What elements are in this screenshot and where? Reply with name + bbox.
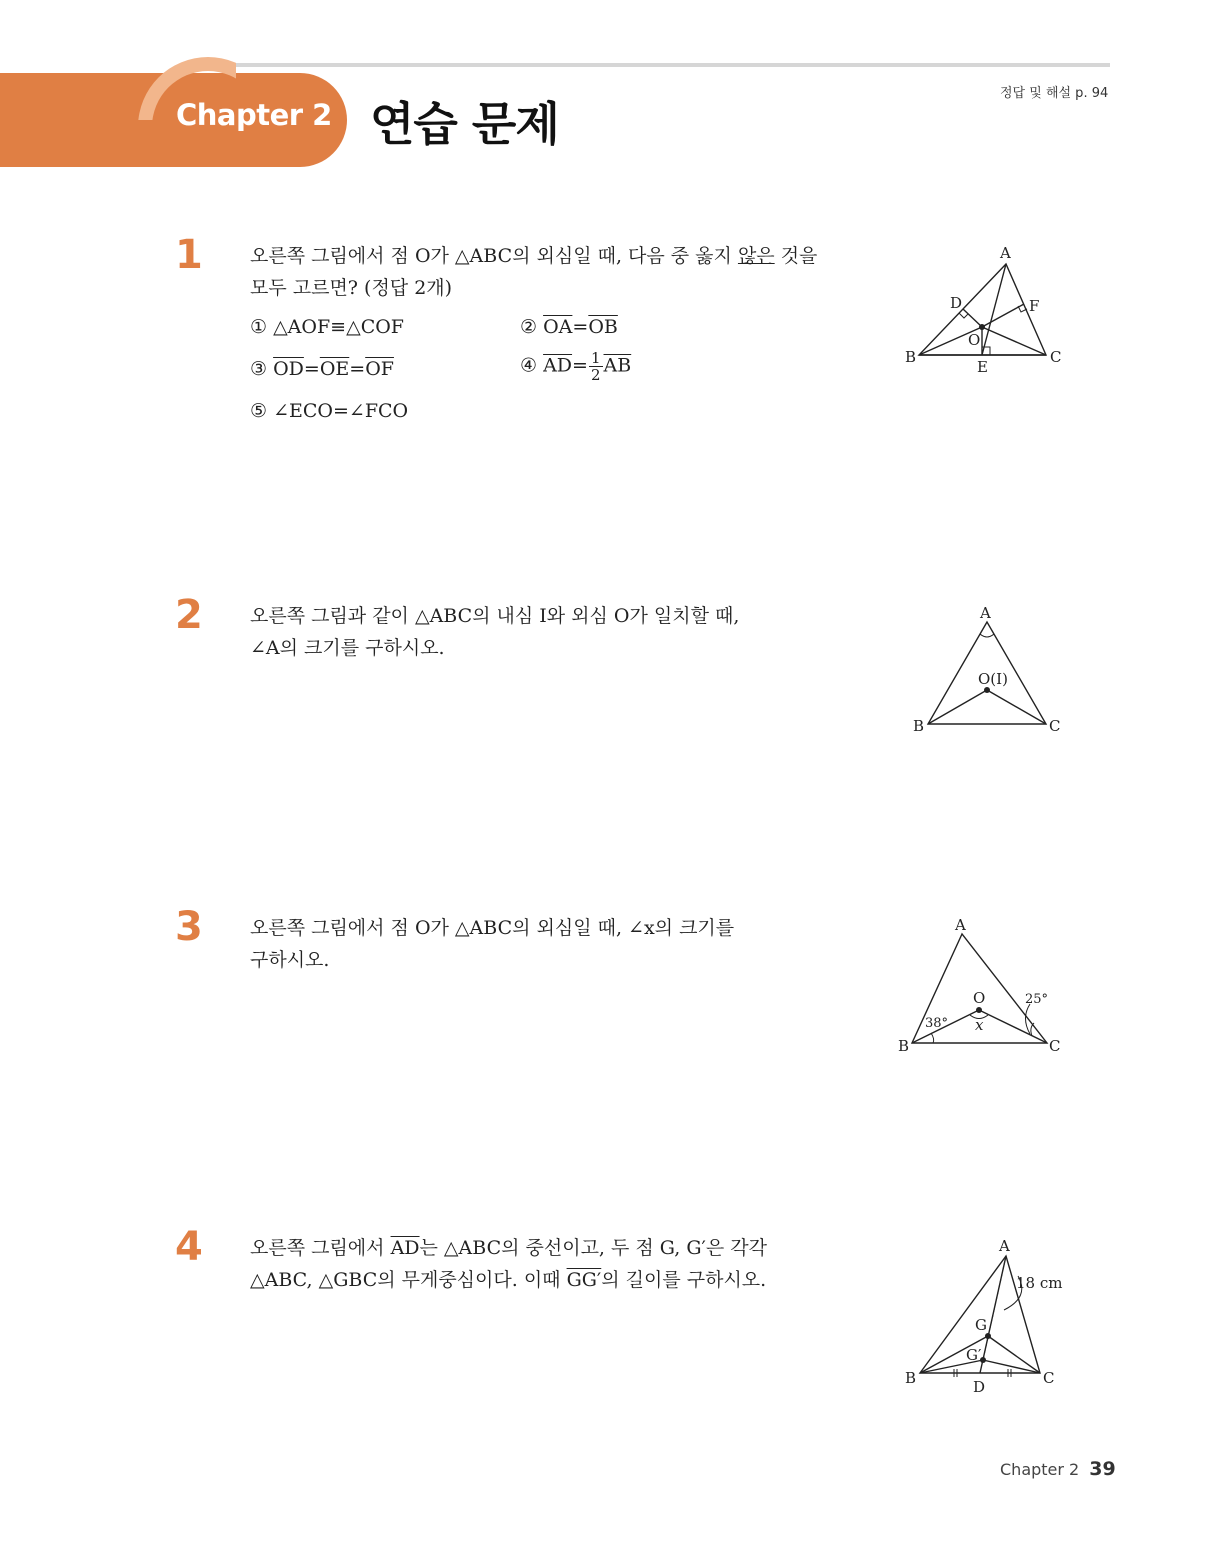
page-number: 39: [1089, 1458, 1116, 1480]
q1-o4-denominator: 2: [590, 366, 601, 384]
q1-o3-prefix: ③: [250, 358, 274, 380]
q1-o4-fraction: [589, 350, 603, 383]
q4-text-c: △ABC, △GBC의 무게중심이다. 이때: [250, 1269, 567, 1291]
q4-label-g-prime: G′: [966, 1346, 982, 1364]
q1-label-d: D: [950, 294, 963, 312]
q1-label-o: O: [968, 331, 981, 349]
q1-label-b: B: [905, 348, 917, 366]
q1-o3-eq1: =: [303, 358, 320, 380]
q1-o3-seg-a: $\overline{OD}$: [273, 358, 304, 380]
q1-line-of: [982, 304, 1024, 327]
q4-label-c: C: [1043, 1369, 1055, 1387]
q3-angle-x: x: [975, 1016, 984, 1034]
q1-o2-seg-a: $\overline{OA}$: [543, 316, 573, 338]
q1-o3-seg-c: $\overline{OF}$: [365, 358, 394, 380]
q2-label-b: B: [913, 717, 925, 735]
q1-o3-eq2: =: [349, 358, 366, 380]
q1-label-e: E: [977, 358, 988, 376]
q3-label-a: A: [955, 916, 966, 934]
question-number-3: 3: [175, 904, 203, 950]
q1-o2-prefix: ②: [520, 316, 544, 338]
q1-o3-seg-b: $\overline{OE}$: [319, 358, 350, 380]
question-3-line-2: 구하시오.: [250, 949, 330, 971]
q3-angle-25: 25°: [1025, 992, 1049, 1007]
question-4-text: [250, 1232, 850, 1296]
question-number-1: 1: [175, 232, 203, 278]
q1-option-4: [520, 350, 631, 383]
question-3-text: [250, 912, 850, 976]
question-2-line-2: ∠A의 크기를 구하시오.: [250, 637, 445, 659]
q1-option-3: [250, 358, 394, 380]
q1-label-c: C: [1050, 348, 1062, 366]
q1-o4-eq: =: [572, 354, 588, 377]
q4-seg-ad: $\overline{AD}$: [390, 1237, 420, 1259]
q4-text-d: 의 길이를 구하시오.: [601, 1269, 767, 1291]
chapter-label: Chapter 2: [176, 98, 332, 132]
q2-figure: [900, 600, 1070, 740]
q3-figure: [895, 912, 1070, 1057]
q3-label-o: O: [973, 989, 986, 1007]
q1-option-1: ① △AOF≡△COF: [250, 316, 404, 338]
q1-line-ae: [982, 264, 1006, 355]
question-number-2: 2: [175, 592, 203, 638]
q3-label-c: C: [1049, 1037, 1061, 1055]
q1-label-f: F: [1029, 297, 1040, 315]
footer-chapter: Chapter 2: [1000, 1460, 1080, 1479]
q1-line-od: [963, 309, 982, 327]
q4-label-a: A: [999, 1237, 1010, 1255]
q2-label-center: O(I): [978, 670, 1008, 688]
q2-label-a: A: [980, 604, 991, 622]
q1-underlined-word: 않은: [737, 245, 775, 267]
question-2-text: [250, 600, 850, 664]
question-1-line-2: 모두 고르면? (정답 2개): [250, 277, 453, 299]
question-1-text: [250, 240, 850, 304]
q1-option-2: [520, 316, 618, 338]
answer-reference: 정답 및 해설 p. 94: [1000, 86, 1109, 101]
q1-point-o: [979, 324, 985, 330]
q1-o4-seg-a: $\overline{AD}$: [543, 354, 573, 377]
q2-line-ic: [987, 690, 1046, 724]
question-2-line-1: 오른쪽 그림과 같이 △ABC의 내심 I와 외심 O가 일치할 때,: [250, 605, 740, 627]
q1-line-oc: [982, 327, 1046, 355]
question-3-line-1: 오른쪽 그림에서 점 O가 △ABC의 외심일 때, ∠x의 크기를: [250, 917, 735, 939]
q4-seg-gg: GG′: [566, 1269, 602, 1291]
q3-label-b: B: [898, 1037, 910, 1055]
q4-label-g: G: [975, 1316, 987, 1334]
q4-figure: [900, 1232, 1075, 1402]
question-1-line-1: [250, 240, 850, 272]
q4-text-b: 는 △ABC의 중선이고, 두 점 G, G′은 각각: [419, 1237, 767, 1259]
q1-figure: [900, 240, 1070, 380]
q1-text-b: 것을: [774, 245, 818, 267]
q1-o4-numerator: 1: [590, 349, 601, 367]
q3-angle-38: 38°: [925, 1016, 949, 1031]
question-4-line-1: [250, 1232, 850, 1264]
q4-label-b: B: [905, 1369, 917, 1387]
q2-label-c: C: [1049, 717, 1061, 735]
q4-label-length: 18 cm: [1016, 1274, 1063, 1292]
q1-label-a: A: [1000, 244, 1011, 262]
q2-line-ib: [928, 690, 987, 724]
q1-text-a: 오른쪽 그림에서 점 O가 △ABC의 외심일 때, 다음 중 옳지: [250, 245, 738, 267]
q1-o4-prefix: ④: [520, 354, 544, 377]
page-title: 연습 문제: [370, 97, 559, 151]
header-rule: [210, 63, 1110, 67]
q1-option-5: ⑤ ∠ECO=∠FCO: [250, 400, 409, 422]
q3-line-oc: [979, 1010, 1047, 1043]
q1-o2-eq: =: [572, 316, 589, 338]
q4-label-d: D: [973, 1378, 986, 1396]
q1-o2-seg-b: $\overline{OB}$: [588, 316, 618, 338]
q4-text-a: 오른쪽 그림에서: [250, 1237, 391, 1259]
question-number-4: 4: [175, 1224, 203, 1270]
q1-o4-seg-b: $\overline{AB}$: [603, 354, 632, 377]
q3-point-o: [976, 1007, 982, 1013]
page-footer: [1000, 1458, 1116, 1480]
question-4-line-2: [250, 1264, 850, 1296]
